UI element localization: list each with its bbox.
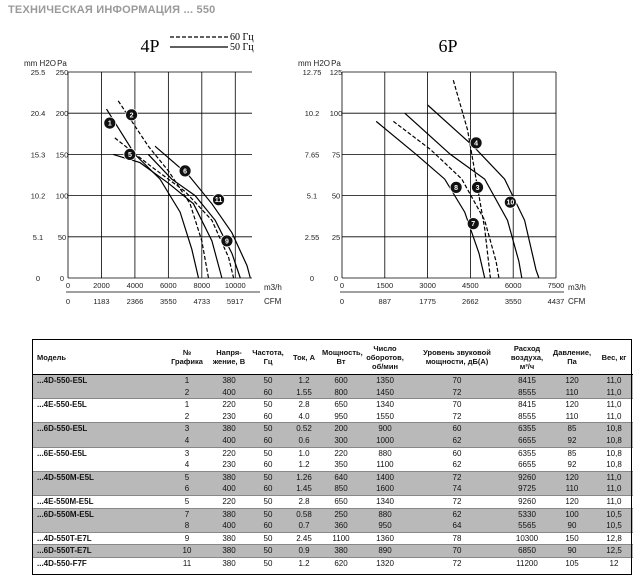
table-cell: 220 [209,399,249,411]
table-cell: 62 [452,460,462,470]
table-cell: 150 [549,532,595,545]
x-tick-top-3: 6000 [160,281,177,290]
table-cell: 640 [321,471,361,483]
table-cell: 1.26 [287,471,321,483]
table-cell: 60 [249,483,287,495]
table-cell: 120 [549,495,595,508]
col-header-0: Модель [33,340,165,375]
x-tick-top-4: 6000 [504,281,522,290]
x-unit-top: m3/h [264,283,282,292]
table-cell: 110 [565,411,579,421]
curve-marker-label-10: 10 [506,199,515,207]
table-cell: 380 [209,423,249,435]
y-tick-pa-2: 150 [55,150,69,160]
table-row [33,399,633,411]
y-tick-pa-4: 25 [331,232,341,242]
table-cell: 105 [549,557,595,569]
y-tick-mm-5: 0 [309,274,315,283]
curve-marker-label-8: 8 [454,184,459,192]
y-unit-right: Pa [331,59,341,68]
y-tick-mm-0: 25.5 [30,68,46,77]
table-cell: 120 [549,471,595,483]
table-cell: 8415 [505,399,549,411]
table-cell: 880 [361,447,409,459]
table-cell: 110 [549,483,595,495]
table-cell: 60 [409,423,505,435]
table-cell: 6355 [505,447,549,459]
table-cell: 1100 [321,532,361,545]
table-cell: 8555 [505,387,549,399]
x-tick-bottom-5: 4437 [547,297,565,306]
curve-11 [155,146,250,278]
table-cell: 70 [409,545,505,558]
table-cell: 380 [209,508,249,520]
table-cell: 220 [209,447,249,459]
table-cell: 1.45 [287,483,321,495]
table-cell: 4 [184,460,190,470]
table-cell: 250 [321,508,361,520]
model-cell: ...4D-550T-E7L [33,532,165,545]
table-cell: 1 [165,399,209,411]
table-cell: 50 [249,508,287,520]
table-cell: 9260 [505,495,549,508]
table-cell: 1.0 [287,447,321,459]
table-cell: 1360 [361,532,409,545]
table-cell: 0.58 [287,508,321,520]
model-cell: ...6D-550T-E7L [33,545,165,558]
table-row [33,423,633,435]
table-cell: 1000 [361,435,409,447]
model-cell: ...4E-550M-E5L [33,495,165,508]
table-cell: 1550 [376,411,394,421]
table-cell: 10300 [505,532,549,545]
table-cell: 72 [409,471,505,483]
table-cell: 50 [249,471,287,483]
table-cell: 2.8 [287,495,321,508]
table-cell: 11,0 [595,399,633,411]
table-cell: 5 [165,495,209,508]
table-cell: 6655 [518,460,536,470]
table-cell: 950 [361,520,409,532]
curve-marker-label-5: 5 [127,151,132,159]
table-row [33,532,633,545]
legend-label-1: 50 Гц [230,42,254,53]
table-row [33,411,633,423]
table-cell: 3 [165,447,209,459]
y-tick-pa-1: 200 [55,109,69,119]
table-cell: 11,0 [595,495,633,508]
table-cell: 11,0 [595,375,633,387]
table-cell: 5565 [505,520,549,532]
curve-marker-label-6: 6 [183,168,188,176]
model-cell [33,483,165,495]
table-cell: 4.0 [298,411,310,421]
col-header-9: Давление, Па [549,340,595,375]
table-cell: 5330 [505,508,549,520]
y-tick-mm-3: 5.1 [306,191,318,201]
curve-2 [118,101,208,278]
table-cell: 400 [209,387,249,399]
table-cell: 400 [209,520,249,532]
table-cell: 12,5 [595,545,633,558]
y-tick-mm-1: 10.2 [304,109,320,119]
table-cell: 62 [409,435,505,447]
table-cell: 70 [409,399,505,411]
table-cell: 11,0 [606,411,622,421]
curve-marker-label-3: 3 [475,184,480,192]
table-cell: 8415 [505,375,549,387]
table-row [33,483,633,495]
curve-marker-label-9: 9 [224,238,229,246]
table-cell: 650 [321,495,361,508]
x-tick-top-0: 0 [65,281,71,290]
table-cell: 300 [321,435,361,447]
col-header-1: № Графика [165,340,209,375]
y-tick-mm-2: 7.65 [304,150,320,160]
table-cell: 10,5 [595,508,633,520]
table-cell: 380 [321,545,361,558]
table-cell: 8 [165,520,209,532]
table-row [33,375,633,387]
table-cell: 220 [321,447,361,459]
curve-marker-label-2: 2 [129,112,134,120]
table-cell: 1100 [376,460,394,470]
x-tick-top-2: 3000 [419,281,436,290]
table-cell: 7 [165,508,209,520]
y-tick-mm-4: 2.55 [304,232,320,242]
curve-10 [428,105,539,278]
table-cell: 62 [409,508,505,520]
table-cell: 92 [549,435,595,447]
table-cell: 1350 [361,375,409,387]
table-cell: 800 [321,387,361,399]
table-cell: 1.2 [287,557,321,569]
x-tick-bottom-3: 3550 [160,297,177,306]
page-header: ТЕХНИЧЕСКАЯ ИНФОРМАЦИЯ ... 550 [8,4,216,16]
table-cell: 0.52 [287,423,321,435]
table-cell: 380 [209,532,249,545]
table-cell: 1.2 [287,375,321,387]
table-row [33,471,633,483]
x-tick-top-1: 1500 [376,281,394,290]
table-cell: 380 [209,471,249,483]
table-cell: 50 [249,557,287,569]
x-tick-bottom-4: 4733 [193,297,211,306]
table-cell: 11,0 [595,483,633,495]
y-tick-pa-4: 50 [57,232,67,242]
table-cell: 1450 [361,387,409,399]
table-cell: 64 [409,520,505,532]
x-unit-bottom: CFM [264,297,282,306]
table-cell: 50 [249,545,287,558]
table-cell: 11 [165,557,209,569]
table-cell: 400 [209,435,249,447]
table-cell: 1320 [361,557,409,569]
table-cell: 10,8 [595,447,633,459]
x-tick-top-3: 4500 [462,281,479,290]
table-cell: 200 [321,423,361,435]
table-cell: 74 [409,483,505,495]
x-tick-top-5: 7500 [547,281,565,290]
table-row [33,387,633,399]
model-cell: ...6D-550M-E5L [33,508,165,520]
table-cell: 3 [165,423,209,435]
table-cell: 72 [409,495,505,508]
x-tick-bottom-3: 2662 [462,297,479,306]
table-cell: 0.6 [287,435,321,447]
y-unit-left: mm H2O [24,59,56,68]
y-tick-pa-2: 75 [331,150,341,160]
curve-marker-label-1: 1 [107,120,112,128]
y-tick-mm-4: 5.1 [32,232,44,242]
col-header-3: Частота, Гц [249,340,287,375]
table-cell: 1400 [361,471,409,483]
model-cell [33,459,165,471]
table-cell: 2.8 [287,399,321,411]
model-cell [33,435,165,447]
table-cell: 0.7 [287,520,321,532]
table-cell: 880 [361,508,409,520]
table-row [33,459,633,471]
y-tick-mm-3: 10.2 [30,191,46,201]
table-cell: 220 [209,495,249,508]
table-cell: 90 [549,520,595,532]
y-unit-right: Pa [57,59,67,68]
table-row [33,557,633,569]
col-header-7: Уровень звуковой мощности, дБ(А) [409,340,505,375]
x-tick-bottom-1: 887 [378,297,392,306]
table-cell: 12,8 [595,532,633,545]
table-cell: 50 [249,375,287,387]
table-cell: 100 [549,508,595,520]
x-tick-bottom-5: 5917 [226,297,244,306]
table-cell: 10,8 [595,435,633,447]
x-tick-top-5: 10000 [224,281,246,290]
model-cell: ...4E-550-E5L [33,399,165,411]
table-cell: 72 [452,411,462,421]
x-tick-top-4: 8000 [193,281,211,290]
table-cell: 85 [549,423,595,435]
table-cell: 8555 [518,411,536,421]
table-cell: 950 [334,411,348,421]
table-cell: 92 [567,460,577,470]
col-header-4: Ток, А [287,340,321,375]
col-header-5: Мощность, Вт [321,340,361,375]
table-cell: 380 [209,557,249,569]
x-tick-top-0: 0 [339,281,345,290]
table-cell: 360 [321,520,361,532]
chart-title-4P: 4P [140,36,160,56]
x-tick-bottom-0: 0 [339,297,345,306]
table-cell: 60 [409,447,505,459]
table-cell: 9 [165,532,209,545]
table-cell: 10,8 [606,460,622,470]
y-tick-mm-2: 15.3 [30,150,46,160]
curve-marker-label-11: 11 [214,197,223,205]
table-cell: 120 [549,399,595,411]
table-header-row [33,340,633,375]
table-cell: 90 [549,545,595,558]
x-tick-top-1: 2000 [93,281,110,290]
table-cell: 0.9 [287,545,321,558]
curve-8 [376,121,485,278]
y-tick-pa-3: 100 [55,191,69,201]
table-cell: 2 [184,411,190,421]
table-cell: 1340 [361,399,409,411]
col-header-10: Вес, кг [595,340,633,375]
y-unit-left: mm H2O [298,59,330,68]
model-cell: ...6D-550-E5L [33,423,165,435]
table-cell: 50 [249,532,287,545]
performance-charts [0,18,640,340]
table-row [33,545,633,558]
table-cell: 10,5 [595,520,633,532]
table-cell: 1340 [361,495,409,508]
table-row [33,495,633,508]
curve-7 [393,121,499,278]
table-cell: 850 [321,483,361,495]
table-cell: 1600 [361,483,409,495]
table-cell: 9725 [505,483,549,495]
x-unit-bottom: CFM [568,297,586,306]
table-cell: 60 [263,460,273,470]
model-cell [33,387,165,399]
y-tick-mm-1: 20.4 [30,109,46,119]
model-cell [33,411,165,423]
table-cell: 11,0 [595,471,633,483]
table-cell: 78 [409,532,505,545]
table-cell: 50 [249,495,287,508]
x-tick-bottom-2: 2366 [126,297,144,306]
x-tick-bottom-0: 0 [65,297,71,306]
table-cell: 2 [165,387,209,399]
table-cell: 230 [222,411,236,421]
table-cell: 120 [549,375,595,387]
spec-table [33,340,633,570]
table-cell: 400 [209,483,249,495]
table-cell: 350 [334,460,348,470]
table-cell: 6355 [505,423,549,435]
y-tick-pa-1: 100 [329,109,343,119]
y-tick-pa-0: 250 [55,68,69,77]
model-cell: ...4D-550-F7F [33,557,165,569]
model-cell: ...6E-550-E5L [33,447,165,459]
table-cell: 890 [361,545,409,558]
table-cell: 50 [249,399,287,411]
table-cell: 11200 [505,557,549,569]
table-cell: 1.55 [287,387,321,399]
col-header-8: Расход воздуха, м³/ч [505,340,549,375]
y-tick-mm-0: 12.75 [302,68,322,77]
table-cell: 11,0 [595,387,633,399]
table-row [33,447,633,459]
table-cell: 50 [249,423,287,435]
table-cell: 650 [321,399,361,411]
table-cell: 10,8 [595,423,633,435]
col-header-6: Число оборотов, об/мин [361,340,409,375]
table-cell: 85 [549,447,595,459]
x-tick-bottom-2: 1775 [419,297,436,306]
table-cell: 50 [249,447,287,459]
model-cell: ...4D-550M-E5L [33,471,165,483]
table-cell: 620 [321,557,361,569]
y-tick-mm-5: 0 [35,274,41,283]
table-cell: 10 [165,545,209,558]
table-cell: 6655 [505,435,549,447]
legend-label-0: 60 Гц [230,32,254,43]
table-cell: 600 [321,375,361,387]
table-cell: 60 [249,435,287,447]
table-cell: 5 [165,471,209,483]
table-cell: 6850 [505,545,549,558]
table-cell: 4 [165,435,209,447]
table-cell: 72 [409,557,505,569]
curve-1 [107,109,199,278]
table-cell: 60 [249,387,287,399]
table-cell: 2.45 [287,532,321,545]
table-row [33,520,633,532]
table-cell: 6 [165,483,209,495]
y-tick-pa-0: 125 [329,68,343,77]
table-cell: 60 [263,411,273,421]
table-cell: 230 [222,460,236,470]
x-tick-top-2: 4000 [126,281,144,290]
y-tick-pa-5: 0 [59,274,65,283]
x-tick-bottom-4: 3550 [504,297,522,306]
model-cell: ...4D-550-E5L [33,375,165,387]
y-tick-pa-3: 50 [331,191,341,201]
model-cell [33,520,165,532]
table-cell: 1.2 [298,460,310,470]
table-cell: 380 [209,375,249,387]
x-unit-top: m3/h [568,283,586,292]
table-cell: 1 [165,375,209,387]
table-cell: 70 [409,375,505,387]
col-header-2: Напря-жение, В [209,340,249,375]
table-cell: 12 [595,557,633,569]
chart-title-6P: 6P [438,36,458,56]
x-tick-bottom-1: 1183 [93,297,110,306]
table-cell: 72 [409,387,505,399]
table-cell: 9260 [505,471,549,483]
curve-marker-label-7: 7 [471,221,476,229]
table-row [33,508,633,520]
table-cell: 900 [361,423,409,435]
table-row [33,435,633,447]
table-cell: 60 [249,520,287,532]
curve-marker-label-4: 4 [474,140,479,148]
table-cell: 110 [549,387,595,399]
y-tick-pa-5: 0 [333,274,339,283]
table-cell: 380 [209,545,249,558]
